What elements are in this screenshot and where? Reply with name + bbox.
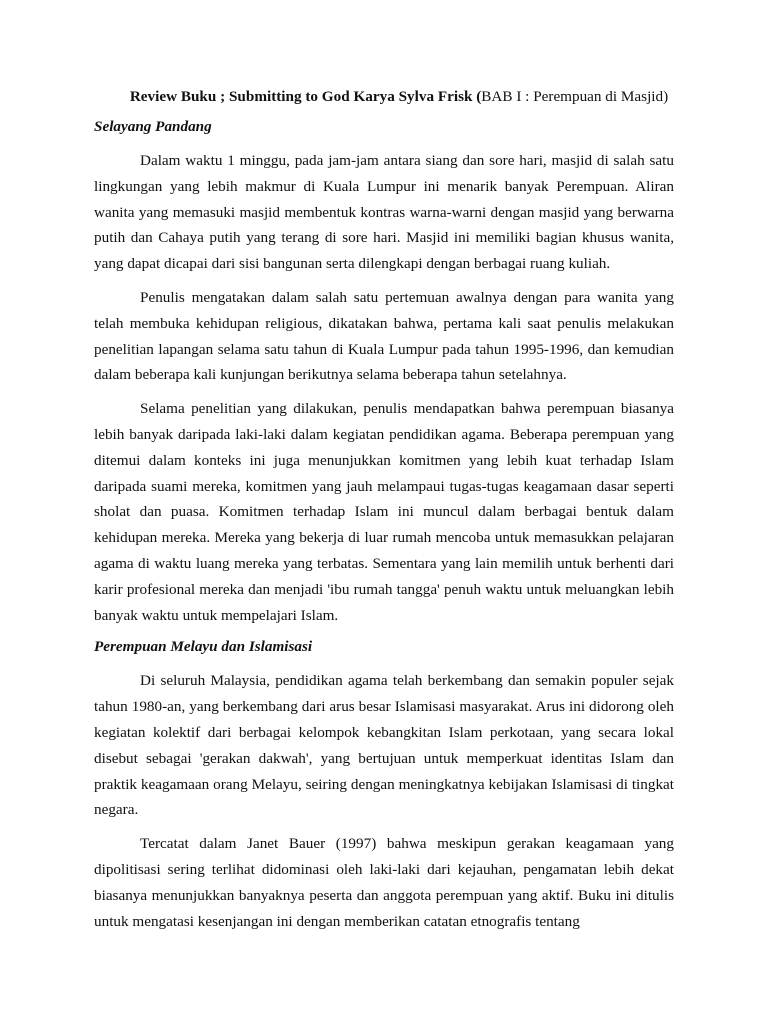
title-chapter-part: BAB I : Perempuan di Masjid: [481, 88, 664, 105]
section-heading-selayang-pandang: Selayang Pandang: [94, 118, 212, 135]
document-title: [94, 86, 674, 108]
paragraph-5: Tercatat dalam Janet Bauer (1997) bahwa meskipun gerakan keagamaan yang dipolitisasi sering terlihat didominasi oleh laki-laki dari kejauhan, pengamatan lebih dekat biasanya menunjukkan banyaknya peserta dan anggota perempuan yang aktif. Buku ini ditulis untuk mengatasi kesenjangan ini dengan memberikan catatan etnografis tentang: [94, 835, 674, 930]
paragraph-4: Di seluruh Malaysia, pendidikan agama telah berkembang dan semakin populer sejak tahun 1980-an, yang berkembang dari arus besar Islamisasi masyarakat. Arus ini didorong oleh kegiatan kolektif dari berbagai kelompok kebangkitan Islam perkotaan, yang secara lokal disebut sebagai 'gerakan dakwah', yang bertujuan untuk memperkuat identitas Islam dan praktik keagamaan orang Melayu, seiring dengan meningkatnya kebijakan Islamisasi di tingkat negara.: [94, 672, 674, 819]
document-page: [94, 86, 674, 934]
title-bold-part: Review Buku ; Submitting to God Karya Sylva Frisk (: [129, 88, 482, 105]
paragraph-3: Selama penelitian yang dilakukan, penulis mendapatkan bahwa perempuan biasanya lebih banyak daripada laki-laki dalam kegiatan pendidikan agama. Beberapa perempuan yang ditemui dalam konteks ini juga menunjukkan komitmen yang lebih kuat terhadap Islam daripada suami mereka, komitmen yang jauh melampaui tugas-tugas keagamaan dasar seperti sholat dan puasa. Komitmen terhadap Islam ini muncul dalam berbagai bentuk dalam kehidupan mereka. Mereka yang bekerja di luar rumah mencoba untuk memasukkan pelajaran agama di waktu luang mereka yang terbatas. Sementara yang lain memilih untuk berhenti dari karir profesional mereka dan menjadi 'ibu rumah tangga' penuh waktu untuk meluangkan lebih banyak waktu untuk mempelajari Islam.: [94, 400, 674, 624]
paragraph-2: Penulis mengatakan dalam salah satu pertemuan awalnya dengan para wanita yang telah membuka kehidupan religious, dikatakan bahwa, pertama kali saat penulis melakukan penelitian lapangan selama satu tahun di Kuala Lumpur pada tahun 1995-1996, dan kemudian dalam beberapa kali kunjungan berikutnya selama beberapa tahun setelahnya.: [94, 288, 674, 384]
paragraph-1: Dalam waktu 1 minggu, pada jam-jam antara siang dan sore hari, masjid di salah satu lingkungan yang lebih makmur di Kuala Lumpur ini menarik banyak Perempuan. Aliran wanita yang memasuki masjid membentuk kontras warna-warni dengan masjid yang berwarna putih dan Cahaya putih yang terang di sore hari. Masjid ini memiliki bagian khusus wanita, yang dapat dicapai dari sisi bangunan serta dilengkapi dengan berbagai ruang kuliah.: [94, 152, 674, 273]
title-close-paren: ): [663, 88, 669, 105]
section-heading-perempuan-melayu: Perempuan Melayu dan Islamisasi: [94, 638, 313, 656]
